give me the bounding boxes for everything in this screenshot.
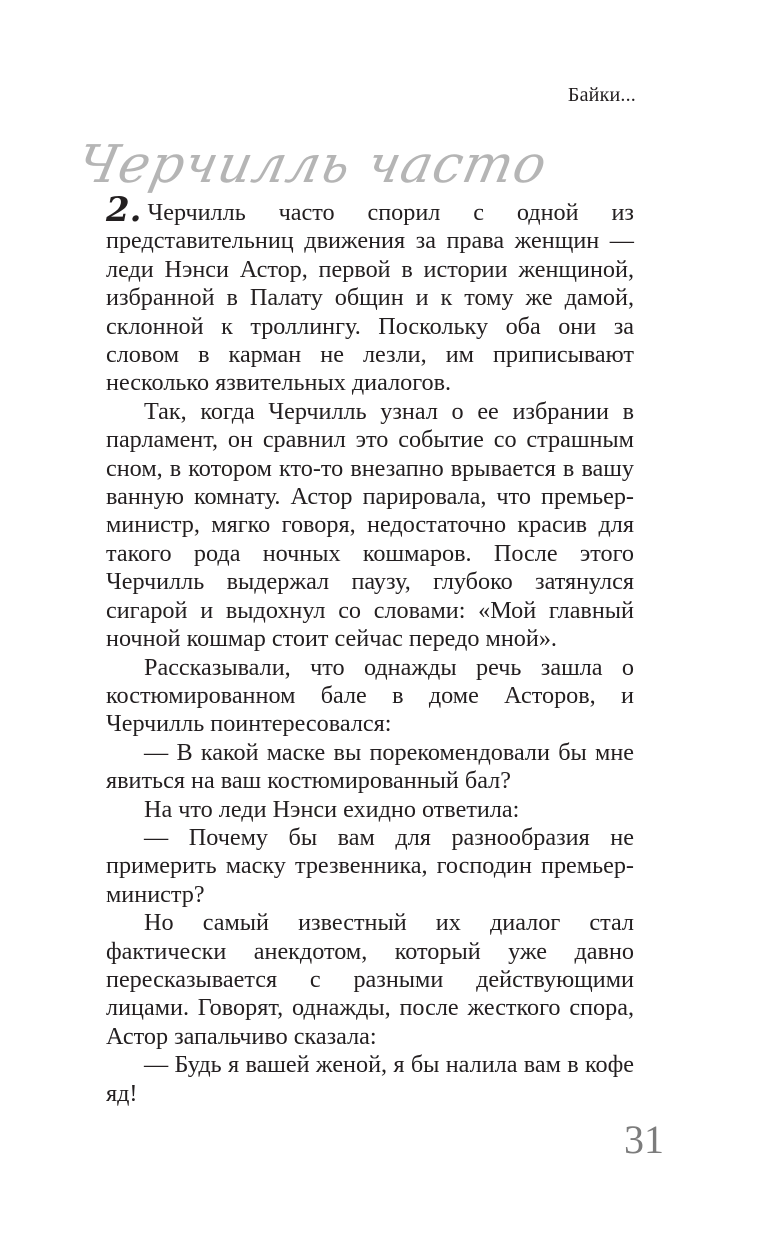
paragraph-1: [106, 190, 634, 398]
paragraph-3: Рассказывали, что однажды речь зашла о костюмированном бале в доме Асторов, и Черчилль поинтересовался:: [106, 653, 634, 738]
paragraph-1-text: Черчилль часто спорил с одной из представительниц движения за права женщин — леди Нэнси Астор, первой в истории женщиной, избранной в Палату общин и к тому же дамой, склонной к троллингу. Поскольку оба они за словом в карман не лезли, им приписывают несколько язвительных диалогов.: [106, 199, 634, 397]
paragraph-7: Но самый известный их диалог стал фактически анекдотом, который уже давно пересказывается с разными действующими лицами. Говорят, однажды, после жесткого спора, Астор запальчиво сказала:: [106, 909, 634, 1050]
paragraph-8: — Будь я вашей женой, я бы налила вам в кофе яд!: [106, 1051, 634, 1107]
body-text: [106, 190, 634, 1108]
paragraph-6: — Почему бы вам для разнообразия не примерить маску трезвенника, господин премьер-министр?: [106, 823, 634, 908]
paragraph-5: На что леди Нэнси ехидно ответила:: [144, 795, 520, 823]
paragraph-4: — В какой маске вы порекомендовали бы мне явиться на ваш костюмированный бал?: [106, 738, 634, 795]
script-heading: Черчилль часто: [71, 135, 553, 195]
section-number: 2.: [106, 190, 142, 230]
page-number: 31: [624, 1117, 664, 1162]
running-header: Байки...: [567, 84, 636, 106]
paragraph-2: Так, когда Черчилль узнал о ее избрании в парламент, он сравнил это событие со страшным сном, в котором кто-то внезапно врывается в вашу ванную комнату. Астор парировала, что премьер-министр, мягко говоря, недостаточно красив для такого рода ночных кошмаров. После этого Черчилль выдержал паузу, глубоко затянулся сигарой и выдохнул со словами: «Мой главный ночной кошмар стоит сейчас передо мной».: [106, 397, 634, 653]
